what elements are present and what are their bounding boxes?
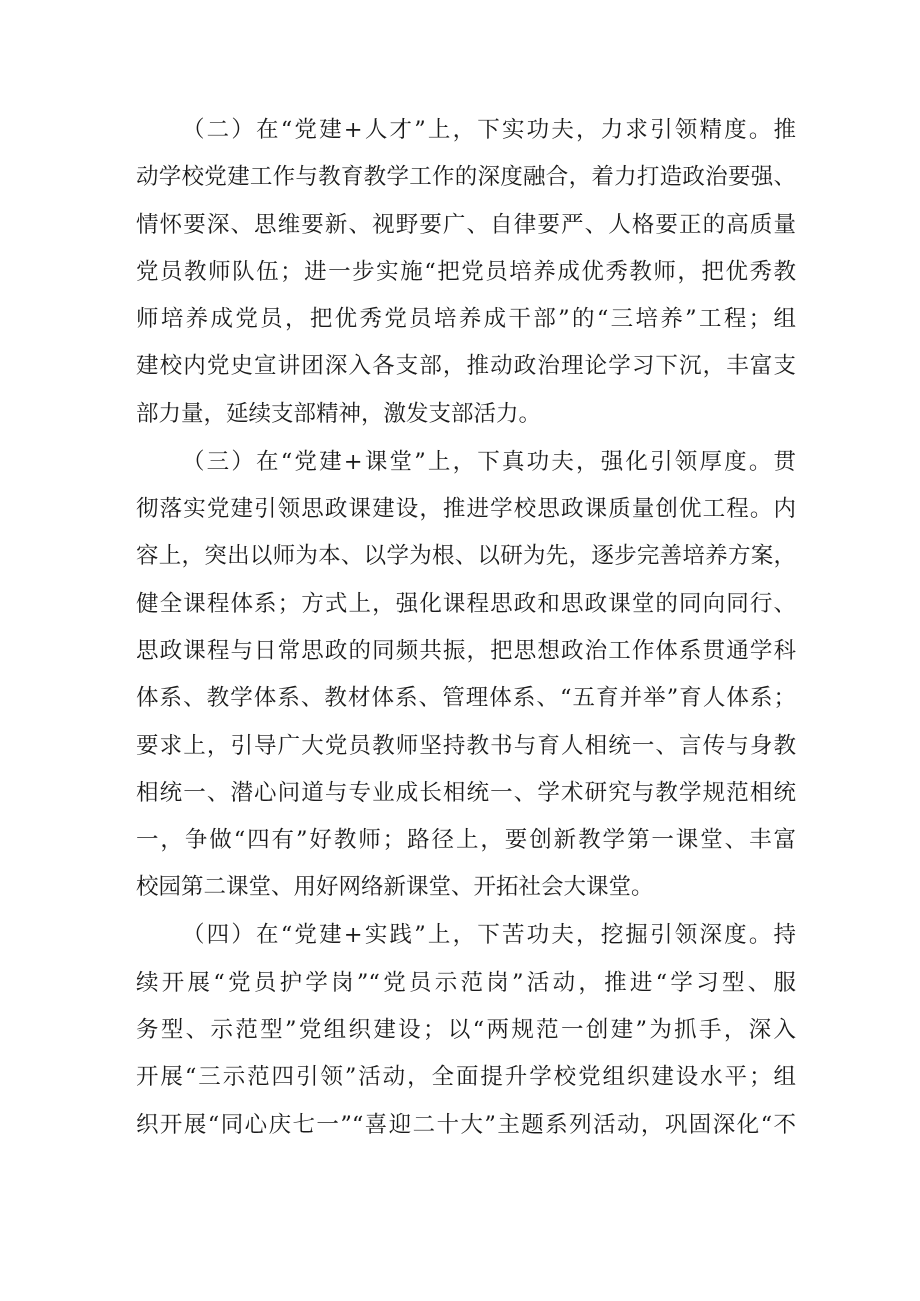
text-line: 续开展“党员护学岗”“党员示范岗”活动，推进“学习型、服 <box>136 969 796 996</box>
paragraph-practice <box>136 917 796 1142</box>
text-line: 务型、示范型”党组织建设；以“两规范一创建”为抓手，深入 <box>136 1017 796 1044</box>
text-line: 校园第二课堂、用好网络新课堂、开拓社会大课堂。 <box>136 874 654 901</box>
paragraph-talent <box>136 112 796 432</box>
text-line: （四）在“党建+实践”上，下苦功夫，挖掘引领深度。持 <box>182 922 796 949</box>
text-line: 一，争做“四有”好教师；路径上，要创新教学第一课堂、丰富 <box>136 827 796 854</box>
text-line: 情怀要深、思维要新、视野要广、自律要严、人格要正的高质量 <box>136 211 796 238</box>
text-line: 容上，突出以师为本、以学为根、以研为先，逐步完善培养方案， <box>136 543 796 570</box>
text-line: 体系、教学体系、教材体系、管理体系、“五育并举”育人体系； <box>136 685 796 712</box>
text-line: 相统一、潜心问道与专业成长相统一、学术研究与教学规范相统 <box>136 779 796 806</box>
text-line: 开展“三示范四引领”活动，全面提升学校党组织建设水平；组 <box>136 1064 796 1091</box>
text-line: 部力量，延续支部精神，激发支部活力。 <box>136 400 542 427</box>
text-line: 师培养成党员，把优秀党员培养成干部”的“三培养”工程；组 <box>136 306 796 333</box>
text-line: （三）在“党建+课堂”上，下真功夫，强化引领厚度。贯 <box>182 448 796 475</box>
text-line: 健全课程体系；方式上，强化课程思政和思政课堂的同向同行、 <box>136 590 796 617</box>
text-line: （二）在“党建+人才”上，下实功夫，力求引领精度。推 <box>182 117 796 143</box>
text-line: 建校内党史宣讲团深入各支部，推动政治理论学习下沉，丰富支 <box>136 353 796 380</box>
text-line: 要求上，引导广大党员教师坚持教书与育人相统一、言传与身教 <box>136 732 796 759</box>
text-line: 织开展“同心庆七一”“喜迎二十大”主题系列活动，巩固深化“不 <box>136 1111 796 1138</box>
text-line: 动学校党建工作与教育教学工作的深度融合，着力打造政治要强、 <box>136 164 796 191</box>
document-page <box>136 112 796 1155</box>
text-line: 彻落实党建引领思政课建设，推进学校思政课质量创优工程。内 <box>136 496 796 523</box>
paragraph-classroom <box>136 444 796 906</box>
text-line: 思政课程与日常思政的同频共振，把思想政治工作体系贯通学科 <box>136 637 796 664</box>
text-line: 党员教师队伍；进一步实施“把党员培养成优秀教师，把优秀教 <box>136 258 796 285</box>
